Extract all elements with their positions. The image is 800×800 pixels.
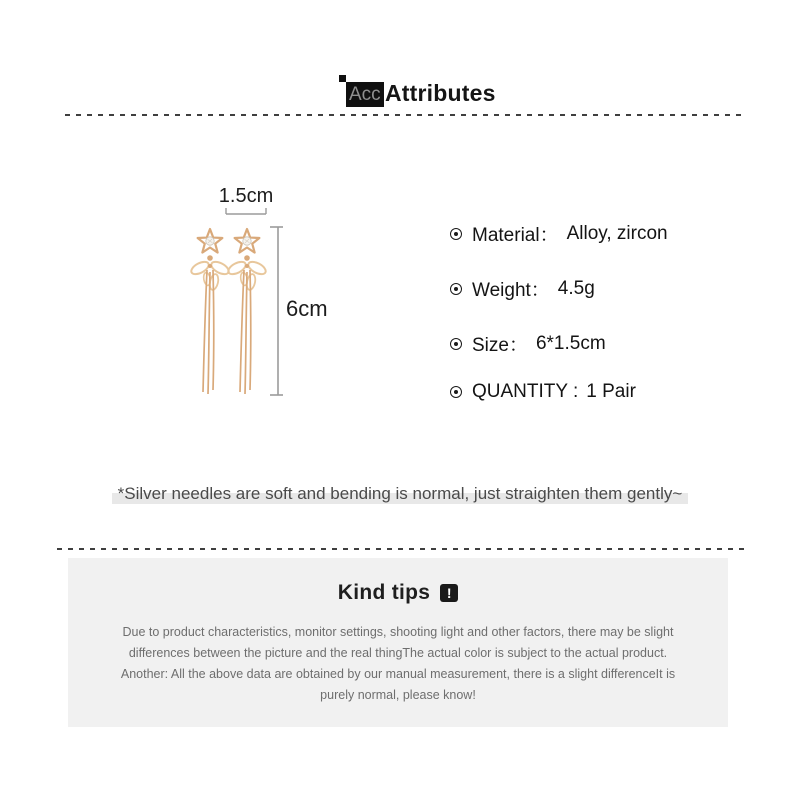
- width-dimension-label: 1.5cm: [218, 185, 274, 207]
- attribute-row-weight: [450, 275, 595, 302]
- attribute-row-quantity: [450, 381, 636, 403]
- height-measure-line: [270, 227, 283, 395]
- accent-square-icon: [339, 75, 346, 82]
- attribute-value: 4.5g: [557, 277, 595, 299]
- kind-tips-title: Kind tips: [337, 581, 431, 604]
- attribute-value: 6*1.5cm: [535, 332, 606, 354]
- page-title: Attributes: [385, 80, 496, 106]
- kind-tips-line: Due to product characteristics, monitor settings, shooting light and other factors, there may be slight: [122, 625, 674, 639]
- earrings-image: [170, 180, 320, 410]
- attribute-value: 1 Pair: [586, 381, 636, 402]
- attribute-row-material: [450, 220, 668, 247]
- attribute-label: Size：: [472, 335, 528, 356]
- attribute-value: Alloy, zircon: [566, 222, 668, 244]
- kind-tips-line: purely normal, please know!: [320, 688, 476, 702]
- attribute-row-size: [450, 330, 606, 357]
- kind-tips-line: differences between the picture and the real thingThe actual color is subject to the actual product.: [128, 646, 668, 660]
- attribute-label: QUANTITY :: [472, 381, 579, 402]
- kind-tips-box: [68, 558, 728, 727]
- attribute-label: Material：: [472, 225, 559, 246]
- kind-tips-body: [68, 622, 728, 706]
- silver-needle-note: *Silver needles are soft and bending is normal, just straighten them gently~: [112, 484, 689, 504]
- bullet-icon: [450, 283, 462, 295]
- exclamation-icon: !: [440, 584, 458, 602]
- attribute-label: Weight：: [472, 280, 550, 301]
- dashed-divider-bottom: [57, 548, 745, 550]
- height-dimension-label: 6cm: [286, 296, 328, 321]
- acc-badge: Acc: [346, 82, 384, 107]
- bullet-icon: [450, 386, 462, 398]
- kind-tips-line: Another: All the above data are obtained by our manual measurement, there is a slight differenceIt is: [120, 667, 676, 681]
- dashed-divider-top: [65, 114, 744, 116]
- kind-tips-title-row: [68, 581, 728, 605]
- bullet-icon: [450, 228, 462, 240]
- bullet-icon: [450, 338, 462, 350]
- silver-needle-note-row: [0, 484, 800, 504]
- width-measure-line: [226, 208, 266, 214]
